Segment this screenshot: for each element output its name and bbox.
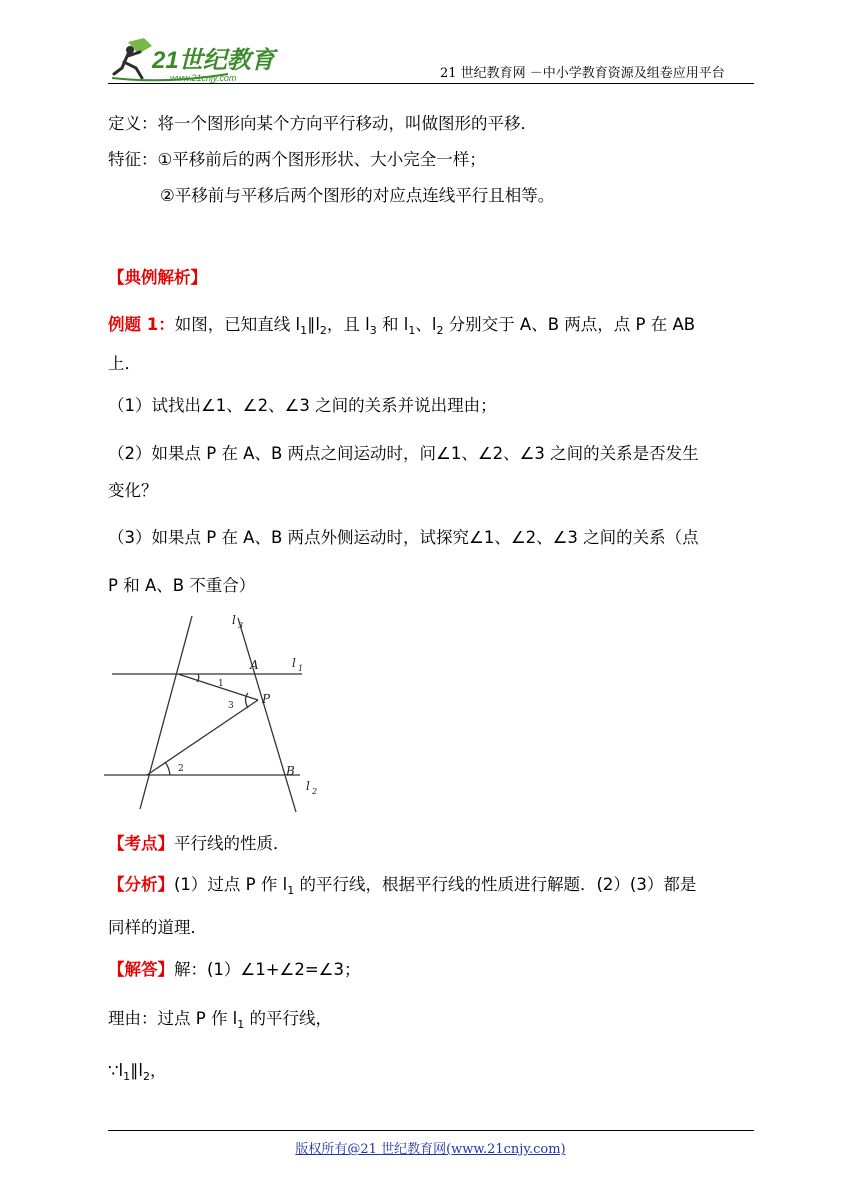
angle-2-arc [165, 762, 170, 775]
example-intro-line2: 上． [108, 354, 141, 373]
header-divider [108, 83, 754, 84]
definition-line: 定义：将一个图形向某个方向平行移动，叫做图形的平移． [108, 114, 537, 133]
reason-line [108, 1007, 332, 1031]
footer-copyright-link[interactable]: 版权所有@21 世纪教育网(www.21cnjy.com) [295, 1142, 566, 1157]
runner-logo-icon [108, 34, 283, 84]
question-3-line2: P 和 A、B 不重合） [108, 576, 256, 595]
question-1: （1）试找出∠1、∠2、∠3 之间的关系并说出理由； [108, 396, 497, 415]
text-run: 理由：过点 P 作 l [108, 1009, 238, 1028]
text-run: 分别交于 A、B 两点，点 P 在 AB [443, 315, 696, 334]
example-intro [108, 313, 695, 337]
subscript: 1 [287, 884, 295, 897]
kaodian-text: 平行线的性质． [174, 834, 290, 853]
question-2-line2: 变化？ [108, 481, 158, 500]
line-l3 [238, 618, 296, 812]
text-run: 的平行线， [244, 1009, 333, 1028]
fenxi-line [108, 873, 696, 897]
subscript: 1 [123, 1070, 131, 1083]
logo-url: www.21cnjy.com [170, 73, 237, 83]
label-l3-sub: 3 [238, 621, 244, 630]
label-angle-2: 2 [178, 764, 184, 774]
geometry-figure [100, 612, 340, 812]
jieda-line [108, 958, 360, 982]
jieda-text: 解：(1）∠1+∠2=∠3； [174, 960, 361, 979]
text-run: ，且 l [326, 315, 370, 334]
subscript: 1 [237, 1018, 245, 1031]
because-line [108, 1059, 166, 1083]
label-l2-sub: 2 [312, 787, 318, 796]
label-l3: l [232, 613, 236, 627]
parallel-lines-diagram [100, 612, 340, 812]
left-transversal [140, 616, 192, 809]
kaodian-line [108, 832, 290, 856]
text-run: ∥l [307, 315, 320, 334]
feature-line-2: ②平移前与平移后两个图形的对应点连线平行且相等。 [160, 186, 555, 205]
segment-to-p-lower [147, 700, 258, 775]
section-title: 【典例解析】 [108, 268, 207, 287]
subscript: 2 [142, 1070, 150, 1083]
question-2-line1: （2）如果点 P 在 A、B 两点之间运动时，问∠1、∠2、∠3 之间的关系是否发生 [108, 444, 699, 463]
text-run: ∥l [130, 1061, 143, 1080]
label-a: A [250, 658, 259, 672]
footer-divider [108, 1130, 754, 1131]
subscript: 3 [369, 324, 377, 337]
fenxi-line2: 同样的道理． [108, 918, 207, 937]
header-site-title: 21 世纪教育网 －中小学教育资源及组卷应用平台 [440, 66, 725, 81]
label-l1: l [292, 656, 296, 670]
angle-3-arc [246, 693, 249, 708]
text-run: 、l [415, 315, 437, 334]
text-run: 的平行线，根据平行线的性质进行解题．(2）(3）都是 [294, 875, 697, 894]
text-run: 和 l [376, 315, 409, 334]
text-run: (1）过点 P 作 l [174, 875, 288, 894]
feature-line-1: 特征：①平移前后的两个图形形状、大小完全一样； [108, 150, 486, 169]
label-b: B [286, 764, 295, 778]
text-run: 如图，已知直线 l [174, 315, 301, 334]
logo-text: 21世纪教育 [152, 47, 275, 74]
subscript: 2 [319, 324, 327, 337]
label-p: P [262, 692, 271, 706]
question-3-line1: （3）如果点 P 在 A、B 两点外侧运动时，试探究∠1、∠2、∠3 之间的关系（点 [108, 528, 699, 547]
subscript: 2 [436, 324, 444, 337]
text-run: ∵l [108, 1061, 124, 1080]
subscript: 1 [300, 324, 308, 337]
label-l1-sub: 1 [298, 664, 304, 673]
site-logo[interactable] [108, 34, 283, 84]
label-l2: l [306, 779, 310, 793]
text-run: ， [149, 1061, 167, 1080]
jieda-tag: 【解答】 [108, 960, 174, 979]
subscript: 1 [408, 324, 416, 337]
label-angle-1: 1 [218, 679, 224, 689]
label-angle-3: 3 [228, 701, 234, 711]
fenxi-tag: 【分析】 [108, 875, 174, 894]
kaodian-tag: 【考点】 [108, 834, 174, 853]
example-label: 例题 1： [108, 315, 175, 334]
